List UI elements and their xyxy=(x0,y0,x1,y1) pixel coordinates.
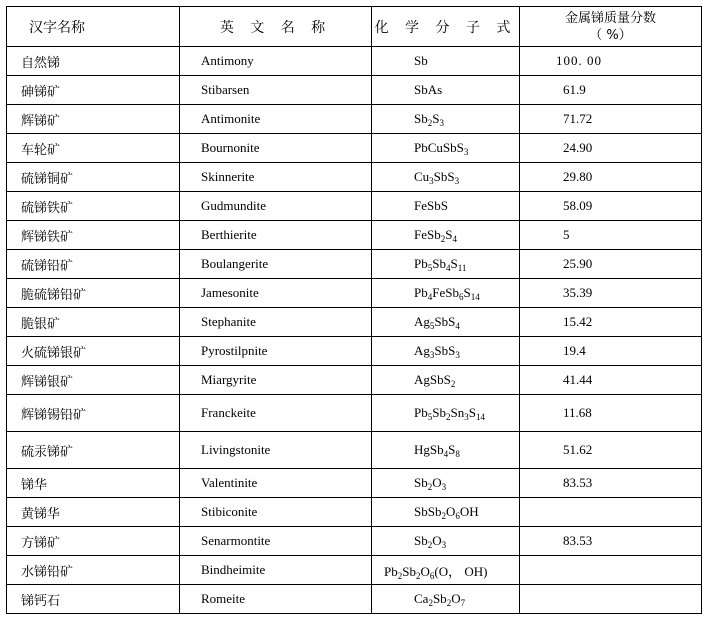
formula-subscript: 4 xyxy=(443,449,449,459)
formula-subscript: 5 xyxy=(427,263,433,273)
cell-formula xyxy=(372,47,520,76)
formula-element: O xyxy=(432,475,442,490)
formula-element: SbS xyxy=(434,343,456,358)
formula-element: Ag xyxy=(414,343,430,358)
formula-subscript: 2 xyxy=(415,570,421,581)
cell-chinese-name: 脆硫锑铅矿 xyxy=(7,279,180,308)
formula-subscript: 14 xyxy=(470,292,480,302)
cell-chinese-name: 火硫锑银矿 xyxy=(7,337,180,366)
cell-percent: 100. 00 xyxy=(520,47,702,76)
table-row xyxy=(7,105,702,134)
formula-subscript: 4 xyxy=(452,234,457,244)
formula-element: Sb xyxy=(432,405,446,420)
header-formula: 化 学 分 子 式 xyxy=(372,7,520,47)
cell-chinese-name: 锑华 xyxy=(7,469,180,498)
cell-english-name: Skinnerite xyxy=(180,163,372,192)
table-row xyxy=(7,76,702,105)
formula-subscript: 11 xyxy=(457,263,467,273)
cell-percent: 29.80 xyxy=(520,163,702,192)
formula-element: Sb xyxy=(414,53,428,68)
formula-element: Pb xyxy=(414,405,428,420)
cell-percent: 5 xyxy=(520,221,702,250)
table-container xyxy=(6,6,702,614)
formula-subscript: 2 xyxy=(440,234,446,244)
table-row xyxy=(7,308,702,337)
cell-chinese-name: 脆银矿 xyxy=(7,308,180,337)
formula-subscript: 3 xyxy=(455,350,460,360)
formula-subscript: 3 xyxy=(429,350,435,360)
formula-element: O xyxy=(432,533,442,548)
formula-element: S xyxy=(445,227,453,242)
cell-chinese-name: 硫锑铅矿 xyxy=(7,250,180,279)
cell-english-name: Stibiconite xyxy=(180,498,372,527)
formula-element: O xyxy=(420,563,430,579)
formula-element: Sb xyxy=(414,475,428,490)
cell-formula xyxy=(372,585,520,614)
cell-formula xyxy=(372,76,520,105)
cell-percent: 24.90 xyxy=(520,134,702,163)
cell-chinese-name: 自然锑 xyxy=(7,47,180,76)
table-row xyxy=(7,585,702,614)
formula-subscript: 2 xyxy=(428,598,433,608)
formula-element: Sb xyxy=(432,256,446,271)
cell-percent: 71.72 xyxy=(520,105,702,134)
formula-subscript: 6 xyxy=(455,511,460,521)
cell-formula xyxy=(372,395,520,432)
formula-element: SbAs xyxy=(414,82,443,97)
cell-chinese-name: 方锑矿 xyxy=(7,527,180,556)
formula-element: SbSb xyxy=(414,504,442,519)
formula-element: Ca xyxy=(414,591,429,606)
header-row xyxy=(7,7,702,47)
cell-chinese-name: 辉锑矿 xyxy=(7,105,180,134)
table-row xyxy=(7,556,702,585)
formula-element: S xyxy=(448,442,456,457)
cell-chinese-name: 辉锑银矿 xyxy=(7,366,180,395)
cell-english-name: Bindheimite xyxy=(180,556,372,585)
cell-percent xyxy=(520,498,702,527)
cell-english-name: Livingstonite xyxy=(180,432,372,469)
cell-english-name: Gudmundite xyxy=(180,192,372,221)
cell-english-name: Pyrostilpnite xyxy=(180,337,372,366)
formula-subscript: 5 xyxy=(427,412,433,422)
formula-element: Sb xyxy=(414,111,428,126)
formula-element: FeSb xyxy=(432,285,459,300)
table-row xyxy=(7,192,702,221)
cell-formula xyxy=(372,469,520,498)
formula-element: SbS xyxy=(434,314,456,329)
cell-english-name: Romeite xyxy=(180,585,372,614)
cell-chinese-name: 辉锑铁矿 xyxy=(7,221,180,250)
cell-formula xyxy=(372,163,520,192)
table-body xyxy=(7,47,702,614)
header-percent xyxy=(520,7,702,47)
header-english-name: 英 文 名 称 xyxy=(180,7,372,47)
formula-element: Cu xyxy=(414,169,430,184)
cell-percent xyxy=(520,556,702,585)
table-row xyxy=(7,432,702,469)
cell-chinese-name: 硫锑铁矿 xyxy=(7,192,180,221)
cell-formula xyxy=(372,366,520,395)
formula-element: AgSbS xyxy=(414,372,451,387)
table-row xyxy=(7,250,702,279)
formula-subscript: 2 xyxy=(441,511,446,521)
formula-element: O xyxy=(451,591,461,606)
cell-formula xyxy=(372,192,520,221)
cell-percent: 51.62 xyxy=(520,432,702,469)
cell-percent: 25.90 xyxy=(520,250,702,279)
cell-formula xyxy=(372,221,520,250)
formula-element: (O， OH) xyxy=(434,563,488,579)
formula-element: Sn xyxy=(450,405,465,420)
formula-subscript: 3 xyxy=(441,540,447,550)
formula-subscript: 6 xyxy=(429,570,435,581)
formula-element: Pb xyxy=(414,285,428,300)
cell-percent xyxy=(520,585,702,614)
cell-english-name: Jamesonite xyxy=(180,279,372,308)
cell-formula xyxy=(372,498,520,527)
table-row xyxy=(7,366,702,395)
header-percent-line2: （ %） xyxy=(589,27,632,43)
cell-chinese-name: 车轮矿 xyxy=(7,134,180,163)
formula-element: S xyxy=(432,111,440,126)
formula-subscript: 6 xyxy=(458,292,464,302)
formula-element: Sb xyxy=(432,591,447,606)
formula-subscript: 3 xyxy=(429,176,434,186)
formula-subscript: 2 xyxy=(427,540,433,550)
cell-formula xyxy=(372,432,520,469)
cell-formula xyxy=(372,105,520,134)
cell-english-name: Senarmontite xyxy=(180,527,372,556)
formula-subscript: 2 xyxy=(450,379,456,389)
formula-subscript: 4 xyxy=(445,263,451,273)
formula-subscript: 2 xyxy=(446,598,452,608)
formula-subscript: 5 xyxy=(429,321,435,331)
table-header xyxy=(7,7,702,47)
antimony-minerals-table xyxy=(6,6,702,614)
formula-element: Sb xyxy=(402,563,416,579)
formula-subscript: 4 xyxy=(455,321,460,331)
cell-percent: 19.4 xyxy=(520,337,702,366)
formula-subscript: 4 xyxy=(427,292,433,302)
formula-element: Pb xyxy=(384,563,398,579)
table-row xyxy=(7,47,702,76)
cell-chinese-name: 锑钙石 xyxy=(7,585,180,614)
cell-percent: 61.9 xyxy=(520,76,702,105)
table-row xyxy=(7,337,702,366)
cell-chinese-name: 硫汞锑矿 xyxy=(7,432,180,469)
cell-english-name: Miargyrite xyxy=(180,366,372,395)
formula-element: S xyxy=(450,256,458,271)
cell-english-name: Valentinite xyxy=(180,469,372,498)
formula-element: FeSb xyxy=(414,227,441,242)
table-row xyxy=(7,134,702,163)
cell-english-name: Stephanite xyxy=(180,308,372,337)
formula-element: O xyxy=(445,504,456,519)
cell-percent: 15.42 xyxy=(520,308,702,337)
cell-chinese-name: 水锑铅矿 xyxy=(7,556,180,585)
cell-percent: 83.53 xyxy=(520,527,702,556)
cell-english-name: Stibarsen xyxy=(180,76,372,105)
cell-formula xyxy=(372,250,520,279)
cell-formula xyxy=(372,308,520,337)
table-row xyxy=(7,221,702,250)
formula-element: HgSb xyxy=(414,442,444,457)
cell-formula xyxy=(372,556,520,585)
cell-percent: 11.68 xyxy=(520,395,702,432)
cell-formula xyxy=(372,134,520,163)
formula-subscript: 3 xyxy=(454,176,460,186)
cell-english-name: Antimony xyxy=(180,47,372,76)
formula-element: S xyxy=(468,405,476,420)
formula-element: Ag xyxy=(414,314,430,329)
cell-english-name: Bournonite xyxy=(180,134,372,163)
formula-element: Sb xyxy=(414,533,428,548)
cell-english-name: Franckeite xyxy=(180,395,372,432)
cell-percent: 35.39 xyxy=(520,279,702,308)
cell-chinese-name: 砷锑矿 xyxy=(7,76,180,105)
cell-percent: 58.09 xyxy=(520,192,702,221)
formula-subscript: 2 xyxy=(445,412,451,422)
cell-formula xyxy=(372,527,520,556)
table-row xyxy=(7,279,702,308)
header-chinese-name: 汉字名称 xyxy=(7,7,180,47)
formula-subscript: 2 xyxy=(427,482,433,492)
table-row xyxy=(7,527,702,556)
table-row xyxy=(7,395,702,432)
cell-english-name: Antimonite xyxy=(180,105,372,134)
formula-subscript: 3 xyxy=(463,147,469,157)
formula-subscript: 14 xyxy=(475,412,485,422)
cell-percent: 41.44 xyxy=(520,366,702,395)
table-row xyxy=(7,498,702,527)
formula-subscript: 2 xyxy=(427,118,433,128)
cell-formula xyxy=(372,337,520,366)
cell-chinese-name: 辉锑锡铅矿 xyxy=(7,395,180,432)
formula-subscript: 8 xyxy=(455,449,460,459)
formula-subscript: 3 xyxy=(439,118,444,128)
cell-chinese-name: 黄锑华 xyxy=(7,498,180,527)
formula-subscript: 2 xyxy=(397,570,403,581)
cell-percent: 83.53 xyxy=(520,469,702,498)
formula-element: S xyxy=(463,285,471,300)
cell-english-name: Boulangerite xyxy=(180,250,372,279)
formula-element: SbS xyxy=(433,169,455,184)
formula-element: PbCuSbS xyxy=(414,140,464,155)
formula-element: Pb xyxy=(414,256,428,271)
formula-element: OH xyxy=(459,504,479,519)
cell-chinese-name: 硫锑铜矿 xyxy=(7,163,180,192)
formula-subscript: 3 xyxy=(464,412,469,422)
header-percent-line1: 金属锑质量分数 xyxy=(564,10,656,26)
formula-subscript: 3 xyxy=(441,482,447,492)
formula-subscript: 7 xyxy=(460,598,466,608)
cell-english-name: Berthierite xyxy=(180,221,372,250)
table-row xyxy=(7,163,702,192)
cell-formula xyxy=(372,279,520,308)
formula-element: FeSbS xyxy=(414,198,448,213)
table-row xyxy=(7,469,702,498)
